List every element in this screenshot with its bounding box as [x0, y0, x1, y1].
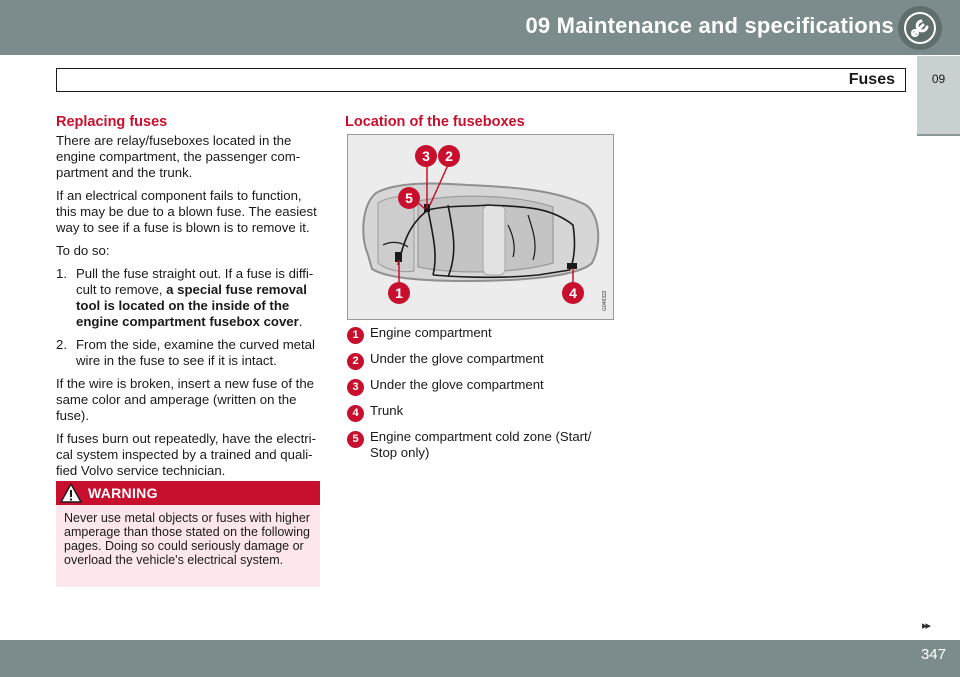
legend-number-badge: 4 [347, 405, 364, 422]
legend-item [347, 351, 617, 367]
chapter-tab-label: 09 [931, 72, 946, 86]
warning-triangle-icon [60, 483, 82, 508]
left-column [56, 113, 322, 486]
legend-text: Under the glove compartment [370, 377, 544, 392]
section-header-box [56, 68, 906, 92]
step-item [56, 337, 322, 369]
paragraph: If an electrical component fails to function, this may be due to a blown fuse. The easiest way to see if a fuse is blown is to remove it. [56, 188, 317, 235]
legend-number-badge: 5 [347, 431, 364, 448]
chapter-title: 09 Maintenance and specifications [525, 13, 894, 38]
step-text: From the side, examine the curved metal wire in the fuse to see if it is intact. [76, 337, 315, 368]
legend-item [347, 325, 617, 341]
replacing-fuses-heading: Replacing fuses [56, 114, 168, 130]
footer-bar [0, 640, 960, 677]
step-number: 2. [56, 337, 67, 352]
legend-number-badge: 1 [347, 327, 364, 344]
warning-text: Never use metal objects or fuses with higher amperage than those stated on the following pages. Doing so could seriously damage or overload the vehicle's electrical system. [64, 511, 311, 567]
svg-text:2: 2 [445, 148, 453, 164]
right-column [345, 113, 615, 133]
legend-text: Under the glove compartment [370, 351, 544, 366]
svg-text:4: 4 [569, 285, 577, 301]
callout-5 [398, 187, 420, 209]
step-bold-text: a special fuse removal tool is located on the inside of the engine compartment fusebox cover [76, 282, 307, 329]
paragraph: If the wire is broken, insert a new fuse of the same color and amperage (written on the fuse). [56, 376, 315, 423]
paragraph: If fuses burn out repeatedly, have the electri-cal system inspected by a trained and quali-fied Volvo service technician. [56, 431, 316, 478]
svg-text:5: 5 [405, 190, 413, 206]
warning-box [56, 481, 320, 587]
legend-item [347, 403, 617, 419]
figure-code: G046322 [602, 290, 608, 311]
legend-list [347, 325, 617, 471]
warning-title: WARNING [88, 485, 158, 501]
step-text: Pull the fuse straight out. If a fuse is diffi-cult to remove, [76, 266, 314, 297]
paragraph: To do so: [56, 243, 110, 258]
step-item [56, 266, 322, 330]
chapter-tab[interactable] [917, 56, 960, 136]
wrench-gear-icon [898, 6, 942, 50]
warning-header [56, 481, 320, 505]
step-text-end: . [298, 314, 303, 329]
legend-number-badge: 3 [347, 379, 364, 396]
fusebox-location-figure [347, 134, 614, 320]
paragraph: There are relay/fuseboxes located in the engine compartment, the passenger com-partment and the trunk. [56, 133, 301, 180]
section-title: Fuses [848, 71, 895, 88]
header-bar [0, 0, 960, 55]
next-page-arrows-icon[interactable]: ▸▸ [922, 620, 930, 632]
car-diagram-icon [348, 135, 613, 319]
location-heading: Location of the fuseboxes [345, 114, 525, 130]
callout-4 [562, 282, 584, 304]
legend-item [347, 377, 617, 393]
callout-3 [415, 145, 437, 167]
legend-text: Engine compartment [370, 325, 492, 340]
callout-1 [388, 282, 410, 304]
legend-number-badge: 2 [347, 353, 364, 370]
callout-2 [438, 145, 460, 167]
legend-text: Trunk [370, 403, 404, 418]
svg-text:3: 3 [422, 148, 430, 164]
step-number: 1. [56, 266, 67, 281]
svg-text:1: 1 [395, 285, 403, 301]
legend-text: Engine compartment cold zone (Start/ Stop only) [370, 429, 592, 460]
page-number: 347 [920, 646, 946, 663]
legend-item [347, 429, 617, 461]
